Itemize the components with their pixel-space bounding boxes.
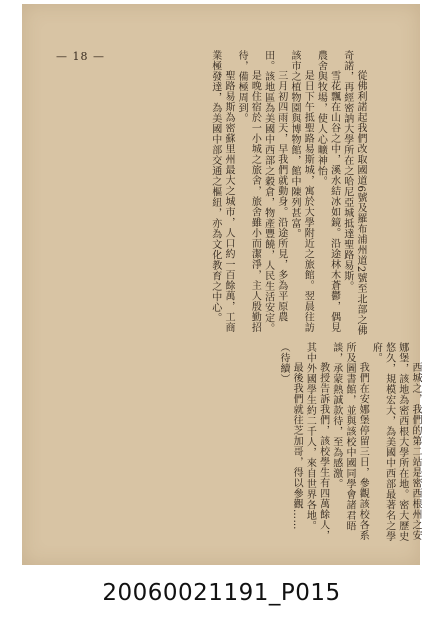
- paragraph: 教授告訴我們，該校學生有四萬餘人，其中外國學生約二千人，來自世界各地。: [304, 342, 329, 541]
- paragraph: 雪花飄在山谷之中，溪水結冰如鏡。沿途林木蒼鬱，偶見農舍與牧場，使人心曠神怡。: [315, 50, 340, 333]
- paragraph: 最後我們就往芝加哥，得以參觀……（待續）: [277, 342, 303, 530]
- scanned-page: [22, 4, 420, 565]
- paragraph: 西城之，我們的第二站是密西根州之安娜堡，該地為密西根大學所在地。密大歷史悠久，規模宏大，為美國中西部最著名之學府。: [370, 342, 421, 542]
- paragraph: 是日下午抵聖路易斯城，寓於大學附近之旅館。翌晨往訪該市之植物園與博物館，館中陳列甚富。: [288, 50, 314, 333]
- paragraph: 是晚住宿於一小城之旅舍，旅舍雖小而潔淨，主人殷勤招待，備極周到。: [236, 50, 261, 333]
- paragraph: 我們在安娜堡停留三日，參觀該校各系所及圖書館，並與該校中國同學會諸君晤談，承蒙熱誠款待，至為感激。: [330, 342, 369, 541]
- paragraph: 聖路易斯為密蘇里州最大之城市，人口約一百餘萬，工商業極發達，為美國中部交通之樞紐，亦為文化教育之中心。: [209, 50, 234, 333]
- image-caption: 20060021191_P015: [102, 580, 341, 606]
- upper-text-block: [92, 50, 367, 340]
- paragraph: 從佛利諾起我們改取國道6號及羅布浦州道2號至北部之佛奇諾，再經密訥大學所在之哈尼亞城抵達聖路易斯。: [341, 50, 366, 336]
- lower-text-block: [172, 342, 422, 547]
- page-number: — 18 —: [56, 50, 105, 63]
- paragraph: 三月初四雨天，早我們就動身。沿途所見，多為平原農田。該地區為美國中西部之穀倉，物產豐饒，人民生活安定。: [262, 50, 287, 334]
